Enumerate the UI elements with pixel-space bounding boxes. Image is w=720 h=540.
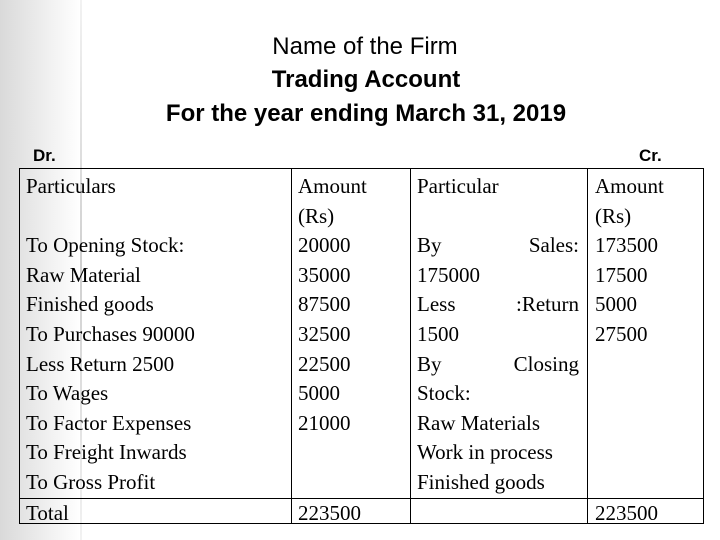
debit-particular: Finished goods	[26, 292, 154, 317]
credit-work-in-process: Work in process	[417, 440, 553, 465]
debit-particulars-header: Particulars	[26, 174, 116, 198]
debit-amount: 87500	[298, 292, 351, 317]
debit-amount-column	[298, 172, 403, 438]
debit-particular: To Freight Inwards	[26, 440, 187, 465]
debit-particulars-column	[26, 172, 281, 498]
credit-closing-line	[417, 350, 579, 380]
column-divider	[291, 169, 292, 523]
debit-amount-header: Amount	[298, 174, 367, 198]
debit-amount: 35000	[298, 262, 351, 287]
credit-amount-header: Amount	[595, 174, 664, 198]
period-title: For the year ending March 31, 2019	[165, 100, 567, 127]
credit-side-label: Cr.	[639, 146, 662, 165]
credit-stock-label: Stock:	[417, 381, 471, 406]
debit-amount: 5000	[298, 381, 340, 406]
debit-amount: 32500	[298, 321, 351, 346]
credit-text: Sales:	[528, 233, 579, 258]
debit-side-label: Dr.	[33, 146, 56, 165]
credit-text: :Return	[516, 292, 579, 317]
debit-particular: To Wages	[26, 381, 109, 406]
debit-amount: 22500	[298, 351, 351, 376]
debit-total-label: Total	[26, 501, 69, 525]
debit-particular: Less Return 2500	[26, 351, 175, 376]
debit-amount: 20000	[298, 233, 351, 258]
credit-sales-line	[417, 231, 579, 261]
debit-particular: To Opening Stock:	[26, 233, 185, 258]
credit-text: Closing	[513, 351, 579, 376]
credit-amount: 27500	[595, 321, 648, 346]
account-title: Trading Account	[271, 66, 461, 93]
credit-return-value: 1500	[417, 321, 459, 346]
firm-name: Name of the Firm	[272, 33, 458, 60]
debit-particular: Raw Material	[26, 262, 141, 287]
debit-particular: To Purchases 90000	[26, 321, 195, 346]
credit-amount: 5000	[595, 292, 637, 317]
credit-particulars-header: Particular	[417, 174, 499, 198]
trading-account-table	[19, 168, 704, 524]
debit-total-amount: 223500	[298, 501, 361, 525]
credit-finished-goods: Finished goods	[417, 469, 545, 494]
debit-amount-header-unit: (Rs)	[298, 203, 335, 228]
credit-text: By	[417, 233, 442, 258]
credit-amount-column	[595, 172, 700, 350]
debit-particular: To Gross Profit	[26, 469, 156, 494]
debit-particular: To Factor Expenses	[26, 410, 192, 435]
credit-text: By	[417, 351, 442, 376]
credit-total-amount: 223500	[595, 501, 658, 525]
credit-return-line	[417, 290, 579, 320]
credit-raw-materials: Raw Materials	[417, 410, 541, 435]
credit-particulars-column	[417, 172, 579, 498]
credit-amount-header-unit: (Rs)	[595, 203, 632, 228]
debit-amount: 21000	[298, 410, 351, 435]
column-divider	[410, 169, 411, 523]
credit-sales-value: 175000	[417, 262, 480, 287]
credit-text: Less	[417, 292, 456, 317]
credit-amount: 17500	[595, 262, 648, 287]
column-divider	[587, 169, 588, 523]
credit-amount: 173500	[595, 233, 658, 258]
